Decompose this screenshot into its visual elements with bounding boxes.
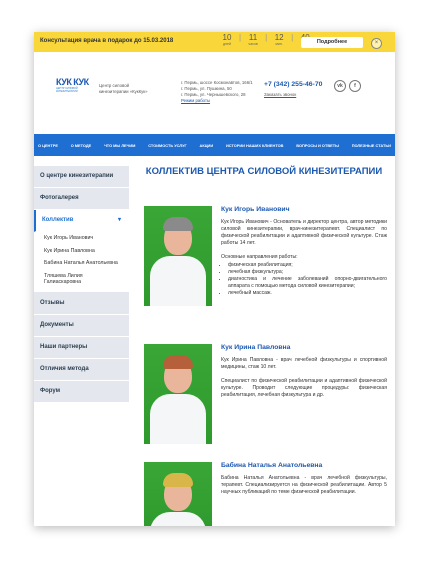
member-description <box>221 357 387 406</box>
nav-item-method[interactable]: О МЕТОДЕ <box>70 142 92 148</box>
member-photo <box>144 462 212 526</box>
main-content <box>139 166 389 495</box>
sidebar-subitem[interactable]: Кук Игорь Иванович <box>34 232 129 245</box>
sidebar-item-reviews[interactable]: Отзывы <box>34 293 129 315</box>
address-line: г. Пермь, ул. Пушкина, 50 <box>181 86 232 91</box>
list-item: • физическая реабилитация; <box>228 262 387 269</box>
sidebar-subitem[interactable]: Кук Ирина Павловна <box>34 245 129 258</box>
vk-icon[interactable]: vk <box>334 80 346 92</box>
nav-item-faq[interactable]: ВОПРОСЫ И ОТВЕТЫ <box>296 142 339 148</box>
callback-link[interactable]: Заказать звонок <box>264 92 297 97</box>
member-description <box>221 475 387 503</box>
timer-separator: | <box>265 33 268 42</box>
photo-hair <box>163 473 193 487</box>
timer-separator: | <box>239 33 242 42</box>
promo-details-button[interactable]: Подробнее <box>301 37 363 48</box>
timer-label: мин. <box>275 42 283 46</box>
member-paragraph: Кук Игорь Иванович - Основатель и директор центра, автор методики силовой кинезитерапии, врач-кинезитерапевт. Специалист по физической реабилитации и адаптивной физической культуре. Стаж работы 14 лет. <box>221 219 387 246</box>
member-name: Кук Игорь Иванович <box>221 206 290 213</box>
photo-hair <box>163 355 193 369</box>
timer-minutes <box>273 33 285 47</box>
phone-number[interactable]: +7 (342) 255-46-70 <box>264 81 323 88</box>
nav-item-prices[interactable]: СТОИМОСТЬ УСЛУГ <box>148 142 187 148</box>
address-line: г. Пермь, ул. Чернышевского, 28 <box>181 92 246 97</box>
member-photo <box>144 344 212 444</box>
sidebar <box>34 166 129 403</box>
member-name: Бабина Наталья Анатольевна <box>221 462 323 469</box>
member-paragraph: Кук Ирина Павловна - врач лечебной физкультуры и спортивной медицины, стаж 10 лет. <box>221 357 387 370</box>
sidebar-item-label: Коллектив <box>42 217 74 223</box>
sidebar-item-team[interactable] <box>34 210 129 232</box>
promo-text: Консультация врача в подарок до 15.03.2018 <box>40 38 174 44</box>
member-paragraph: Специалист по физической реабилитации и адаптивной физической культуре. Проводит следующие процедуры: физическая реабилитация, лечебная физкультура и др. <box>221 378 387 398</box>
address-line: г. Пермь, шоссе Космонавтов, 166/1 <box>181 80 253 85</box>
list-item: • лечебная физкультура; <box>228 269 387 276</box>
sidebar-subitem[interactable]: Тляшева Лилия Галиаскаровна <box>34 270 129 289</box>
timer-label: часов <box>248 42 258 46</box>
timer-hours <box>247 33 259 47</box>
member-paragraph: Основные направления работы: <box>221 254 298 260</box>
sidebar-item-about[interactable]: О центре кинезитерапии <box>34 166 129 188</box>
facebook-icon[interactable]: f <box>349 80 361 92</box>
member-description <box>221 219 387 297</box>
nav-item-treatment[interactable]: ЧТО МЫ ЛЕЧИМ <box>104 142 136 148</box>
nav-item-articles[interactable]: ПОЛЕЗНЫЕ СТАТЬИ <box>351 142 391 148</box>
main-nav <box>34 134 395 156</box>
sidebar-item-gallery[interactable]: Фотогалерея <box>34 188 129 210</box>
list-item: • лечебный массаж. <box>228 290 387 297</box>
close-icon[interactable]: × <box>371 38 382 49</box>
hours-link[interactable]: Режим работы <box>181 98 211 103</box>
browser-page <box>34 32 395 526</box>
countdown-timer <box>221 33 311 47</box>
nav-item-promos[interactable]: АКЦИИ <box>199 142 214 148</box>
member-duties-list <box>221 262 387 297</box>
timer-value: 11 <box>248 33 258 42</box>
photo-figure <box>150 512 206 526</box>
nav-item-stories[interactable]: ИСТОРИИ НАШИХ КЛИЕНТОВ <box>225 142 284 148</box>
promo-bar <box>34 32 395 52</box>
sidebar-item-documents[interactable]: Документы <box>34 315 129 337</box>
sidebar-subitem[interactable]: Бабина Наталья Анатольевна <box>34 257 129 270</box>
timer-separator: | <box>291 33 294 42</box>
photo-figure <box>150 256 206 306</box>
sidebar-item-forum[interactable]: Форум <box>34 381 129 403</box>
page-title: КОЛЛЕКТИВ ЦЕНТРА СИЛОВОЙ КИНЕЗИТЕРАПИИ <box>145 166 383 177</box>
site-tagline: Центр силовой кинезитерапии «КукКук» <box>99 83 148 94</box>
logo-wordmark: КУК КУК <box>56 77 89 87</box>
timer-days <box>221 33 233 47</box>
timer-value: 12 <box>274 33 284 42</box>
member-photo <box>144 206 212 306</box>
member-paragraph: Бабина Наталья Анатольевна - врач лечебной физкультуры, терапевт. Специализируется на физической реабилитации. Автор 5 научных публикаций по теме физической реабилитации. <box>221 475 387 495</box>
sidebar-item-partners[interactable]: Наши партнеры <box>34 337 129 359</box>
site-logo[interactable] <box>56 77 94 99</box>
sidebar-item-differences[interactable]: Отличия метода <box>34 359 129 381</box>
sidebar-submenu <box>34 232 129 293</box>
photo-figure <box>150 394 206 444</box>
chevron-down-icon: ▾ <box>117 217 121 223</box>
timer-label: дней <box>223 42 231 46</box>
list-item: • диагностика и лечение заболеваний опорно-двигательного аппарата с помощью метода силовой кинезитерапии; <box>228 276 387 290</box>
logo-subtitle: ЦЕНТР СИЛОВОЙ КИНЕЗИТЕРАПИИ <box>56 87 78 93</box>
timer-value: 10 <box>222 33 232 42</box>
photo-hair <box>163 217 193 231</box>
nav-item-about[interactable]: О ЦЕНТРЕ <box>38 142 58 148</box>
member-name: Кук Ирина Павловна <box>221 344 291 351</box>
